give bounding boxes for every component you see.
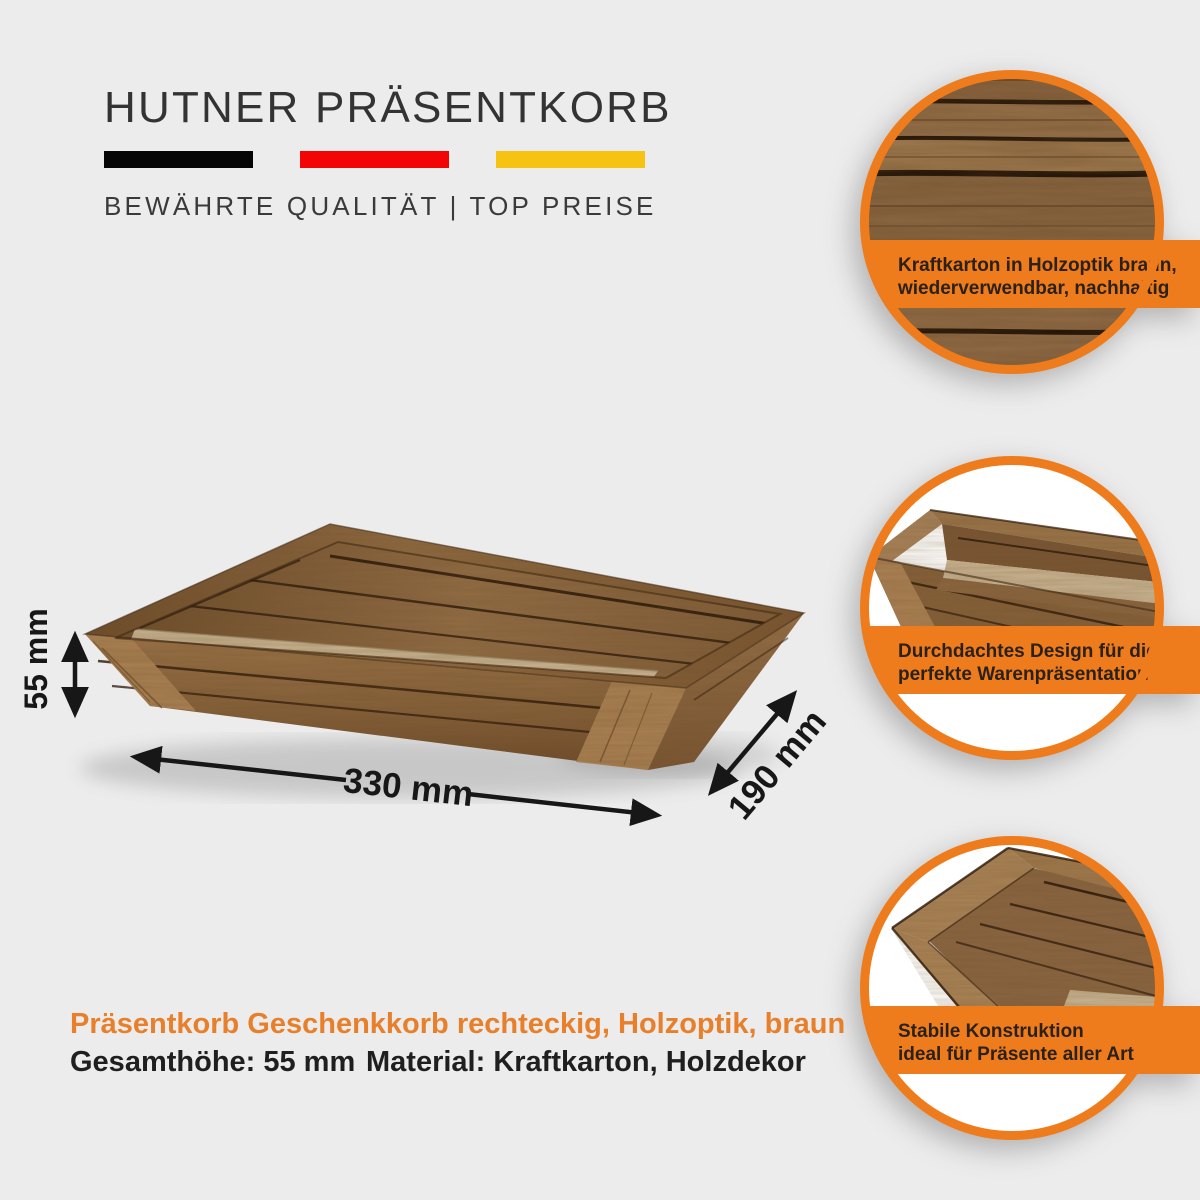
feature-caption-line1: Kraftkarton in Holzoptik braun,: [898, 255, 1177, 276]
product-image: [0, 480, 880, 870]
spec-total-height: Gesamthöhe: 55 mm: [70, 1046, 356, 1078]
feature-caption-line1: Stabile Konstruktion: [898, 1021, 1084, 1042]
flag-stripe-red: [300, 151, 449, 168]
feature-callout-design: [848, 446, 1200, 776]
spec-material: Material: Kraftkarton, Holzdekor: [366, 1046, 806, 1078]
dimension-label-height: 55 mm: [18, 608, 54, 710]
feature-caption-line1: Durchdachtes Design für die: [898, 641, 1157, 662]
feature-callout-material: [848, 60, 1200, 390]
flag-stripe-gold: [496, 151, 645, 168]
wooden-tray-render: [80, 520, 810, 775]
dimension-label-length: 330 mm: [341, 760, 476, 815]
product-title: Präsentkorb Geschenkkorb rechteckig, Holzoptik, braun: [70, 1008, 846, 1040]
wood-texture-closeup-image: [848, 60, 1200, 390]
brand-tagline: BEWÄHRTE QUALITÄT | TOP PREISE: [104, 191, 657, 221]
feature-caption-line2: perfekte Warenpräsentation: [898, 664, 1149, 685]
german-flag-stripes: [104, 151, 645, 168]
dimension-label-depth: 190 mm: [720, 702, 835, 828]
feature-caption-line2: ideal für Präsente aller Art: [898, 1044, 1134, 1065]
dimension-height: [18, 608, 75, 712]
flag-stripe-black: [104, 151, 253, 168]
feature-callout-construction: [848, 826, 1200, 1156]
brand-logo: [104, 83, 672, 221]
length-arrow-right: [468, 794, 656, 815]
brand-title: HUTNER PRÄSENTKORB: [104, 83, 672, 132]
feature-caption-line2: wiederverwendbar, nachhaltig: [898, 278, 1170, 299]
